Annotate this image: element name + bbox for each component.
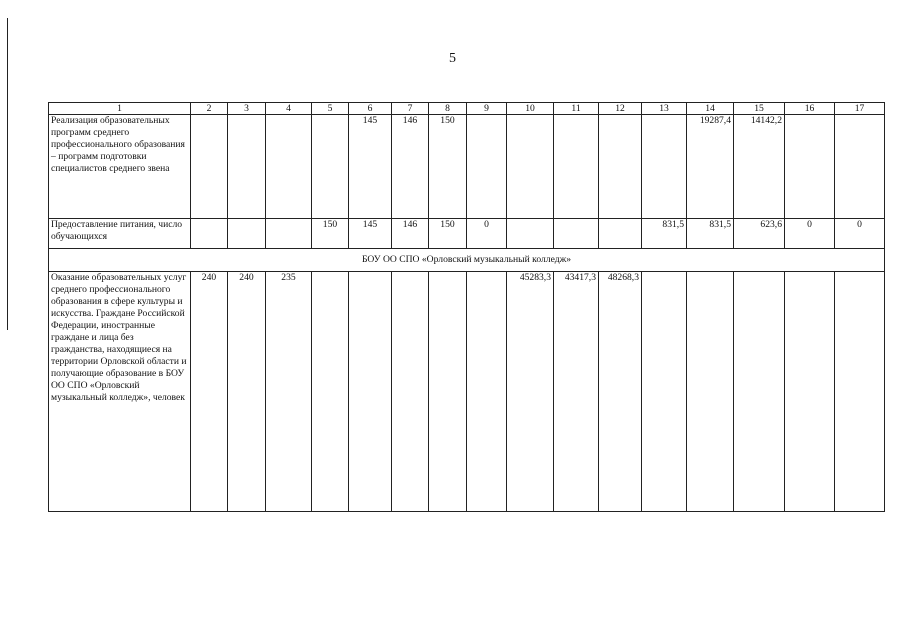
table-row bbox=[49, 272, 885, 512]
table-cell: 150 bbox=[429, 219, 467, 249]
column-header: 14 bbox=[687, 103, 734, 115]
column-header: 11 bbox=[554, 103, 599, 115]
table-cell bbox=[687, 272, 734, 512]
column-header: 5 bbox=[312, 103, 349, 115]
table-cell bbox=[191, 115, 228, 219]
column-header: 12 bbox=[599, 103, 642, 115]
row-description: Реализация образовательных программ среднего профессионального образования – программ подготовки специалистов среднего звена bbox=[49, 115, 191, 219]
table-cell bbox=[835, 115, 885, 219]
table-cell: 150 bbox=[429, 115, 467, 219]
table-cell bbox=[734, 272, 785, 512]
table-cell bbox=[599, 219, 642, 249]
table-cell bbox=[835, 272, 885, 512]
table-cell: 623,6 bbox=[734, 219, 785, 249]
column-header: 8 bbox=[429, 103, 467, 115]
table-cell bbox=[785, 115, 835, 219]
table-cell: 0 bbox=[467, 219, 507, 249]
page-number: 5 bbox=[449, 51, 456, 66]
table-cell: 14142,2 bbox=[734, 115, 785, 219]
column-header: 7 bbox=[392, 103, 429, 115]
table-cell: 235 bbox=[266, 272, 312, 512]
column-header: 10 bbox=[507, 103, 554, 115]
table-cell bbox=[554, 219, 599, 249]
table-cell bbox=[392, 272, 429, 512]
table-cell: 145 bbox=[349, 219, 392, 249]
table-cell: 43417,3 bbox=[554, 272, 599, 512]
column-header: 13 bbox=[642, 103, 687, 115]
table-cell bbox=[785, 272, 835, 512]
table-cell bbox=[554, 115, 599, 219]
table-cell: 45283,3 bbox=[507, 272, 554, 512]
table-cell bbox=[312, 115, 349, 219]
table-cell: 240 bbox=[191, 272, 228, 512]
table-cell bbox=[228, 115, 266, 219]
table-cell: 0 bbox=[785, 219, 835, 249]
table-cell: 19287,4 bbox=[687, 115, 734, 219]
table-cell: 48268,3 bbox=[599, 272, 642, 512]
table-cell: 145 bbox=[349, 115, 392, 219]
table-cell: 146 bbox=[392, 219, 429, 249]
table-cell bbox=[429, 272, 467, 512]
table-row bbox=[49, 115, 885, 219]
table-cell bbox=[599, 115, 642, 219]
table-cell bbox=[467, 115, 507, 219]
column-header: 17 bbox=[835, 103, 885, 115]
column-header: 6 bbox=[349, 103, 392, 115]
data-table bbox=[48, 102, 885, 512]
column-header: 4 bbox=[266, 103, 312, 115]
table-cell: 150 bbox=[312, 219, 349, 249]
column-header: 15 bbox=[734, 103, 785, 115]
table-cell bbox=[191, 219, 228, 249]
table-cell bbox=[349, 272, 392, 512]
table-cell bbox=[642, 115, 687, 219]
row-description: Оказание образовательных услуг среднего профессионального образования в сфере культуры и искусства. Граждане Российской Федерации, иностранные граждане и лица без гражданства, находящиеся на территории Орловской области и получающие образование в БОУ ОО СПО «Орловский музыкальный колледж», человек bbox=[49, 272, 191, 512]
table-cell: 831,5 bbox=[687, 219, 734, 249]
table-row bbox=[49, 219, 885, 249]
table-cell bbox=[266, 219, 312, 249]
table-cell bbox=[507, 115, 554, 219]
column-number-row bbox=[49, 103, 885, 115]
section-title: БОУ ОО СПО «Орловский музыкальный колледж» bbox=[49, 249, 885, 272]
column-header: 3 bbox=[228, 103, 266, 115]
section-row bbox=[49, 249, 885, 272]
table-cell bbox=[642, 272, 687, 512]
column-header: 2 bbox=[191, 103, 228, 115]
column-header: 1 bbox=[49, 103, 191, 115]
table-cell: 831,5 bbox=[642, 219, 687, 249]
table-cell bbox=[266, 115, 312, 219]
table-cell: 0 bbox=[835, 219, 885, 249]
row-description: Предоставление питания, число обучающихся bbox=[49, 219, 191, 249]
table-cell bbox=[507, 219, 554, 249]
table-cell: 146 bbox=[392, 115, 429, 219]
table-cell bbox=[312, 272, 349, 512]
column-header: 9 bbox=[467, 103, 507, 115]
table-cell: 240 bbox=[228, 272, 266, 512]
column-header: 16 bbox=[785, 103, 835, 115]
table-cell bbox=[467, 272, 507, 512]
table-cell bbox=[228, 219, 266, 249]
